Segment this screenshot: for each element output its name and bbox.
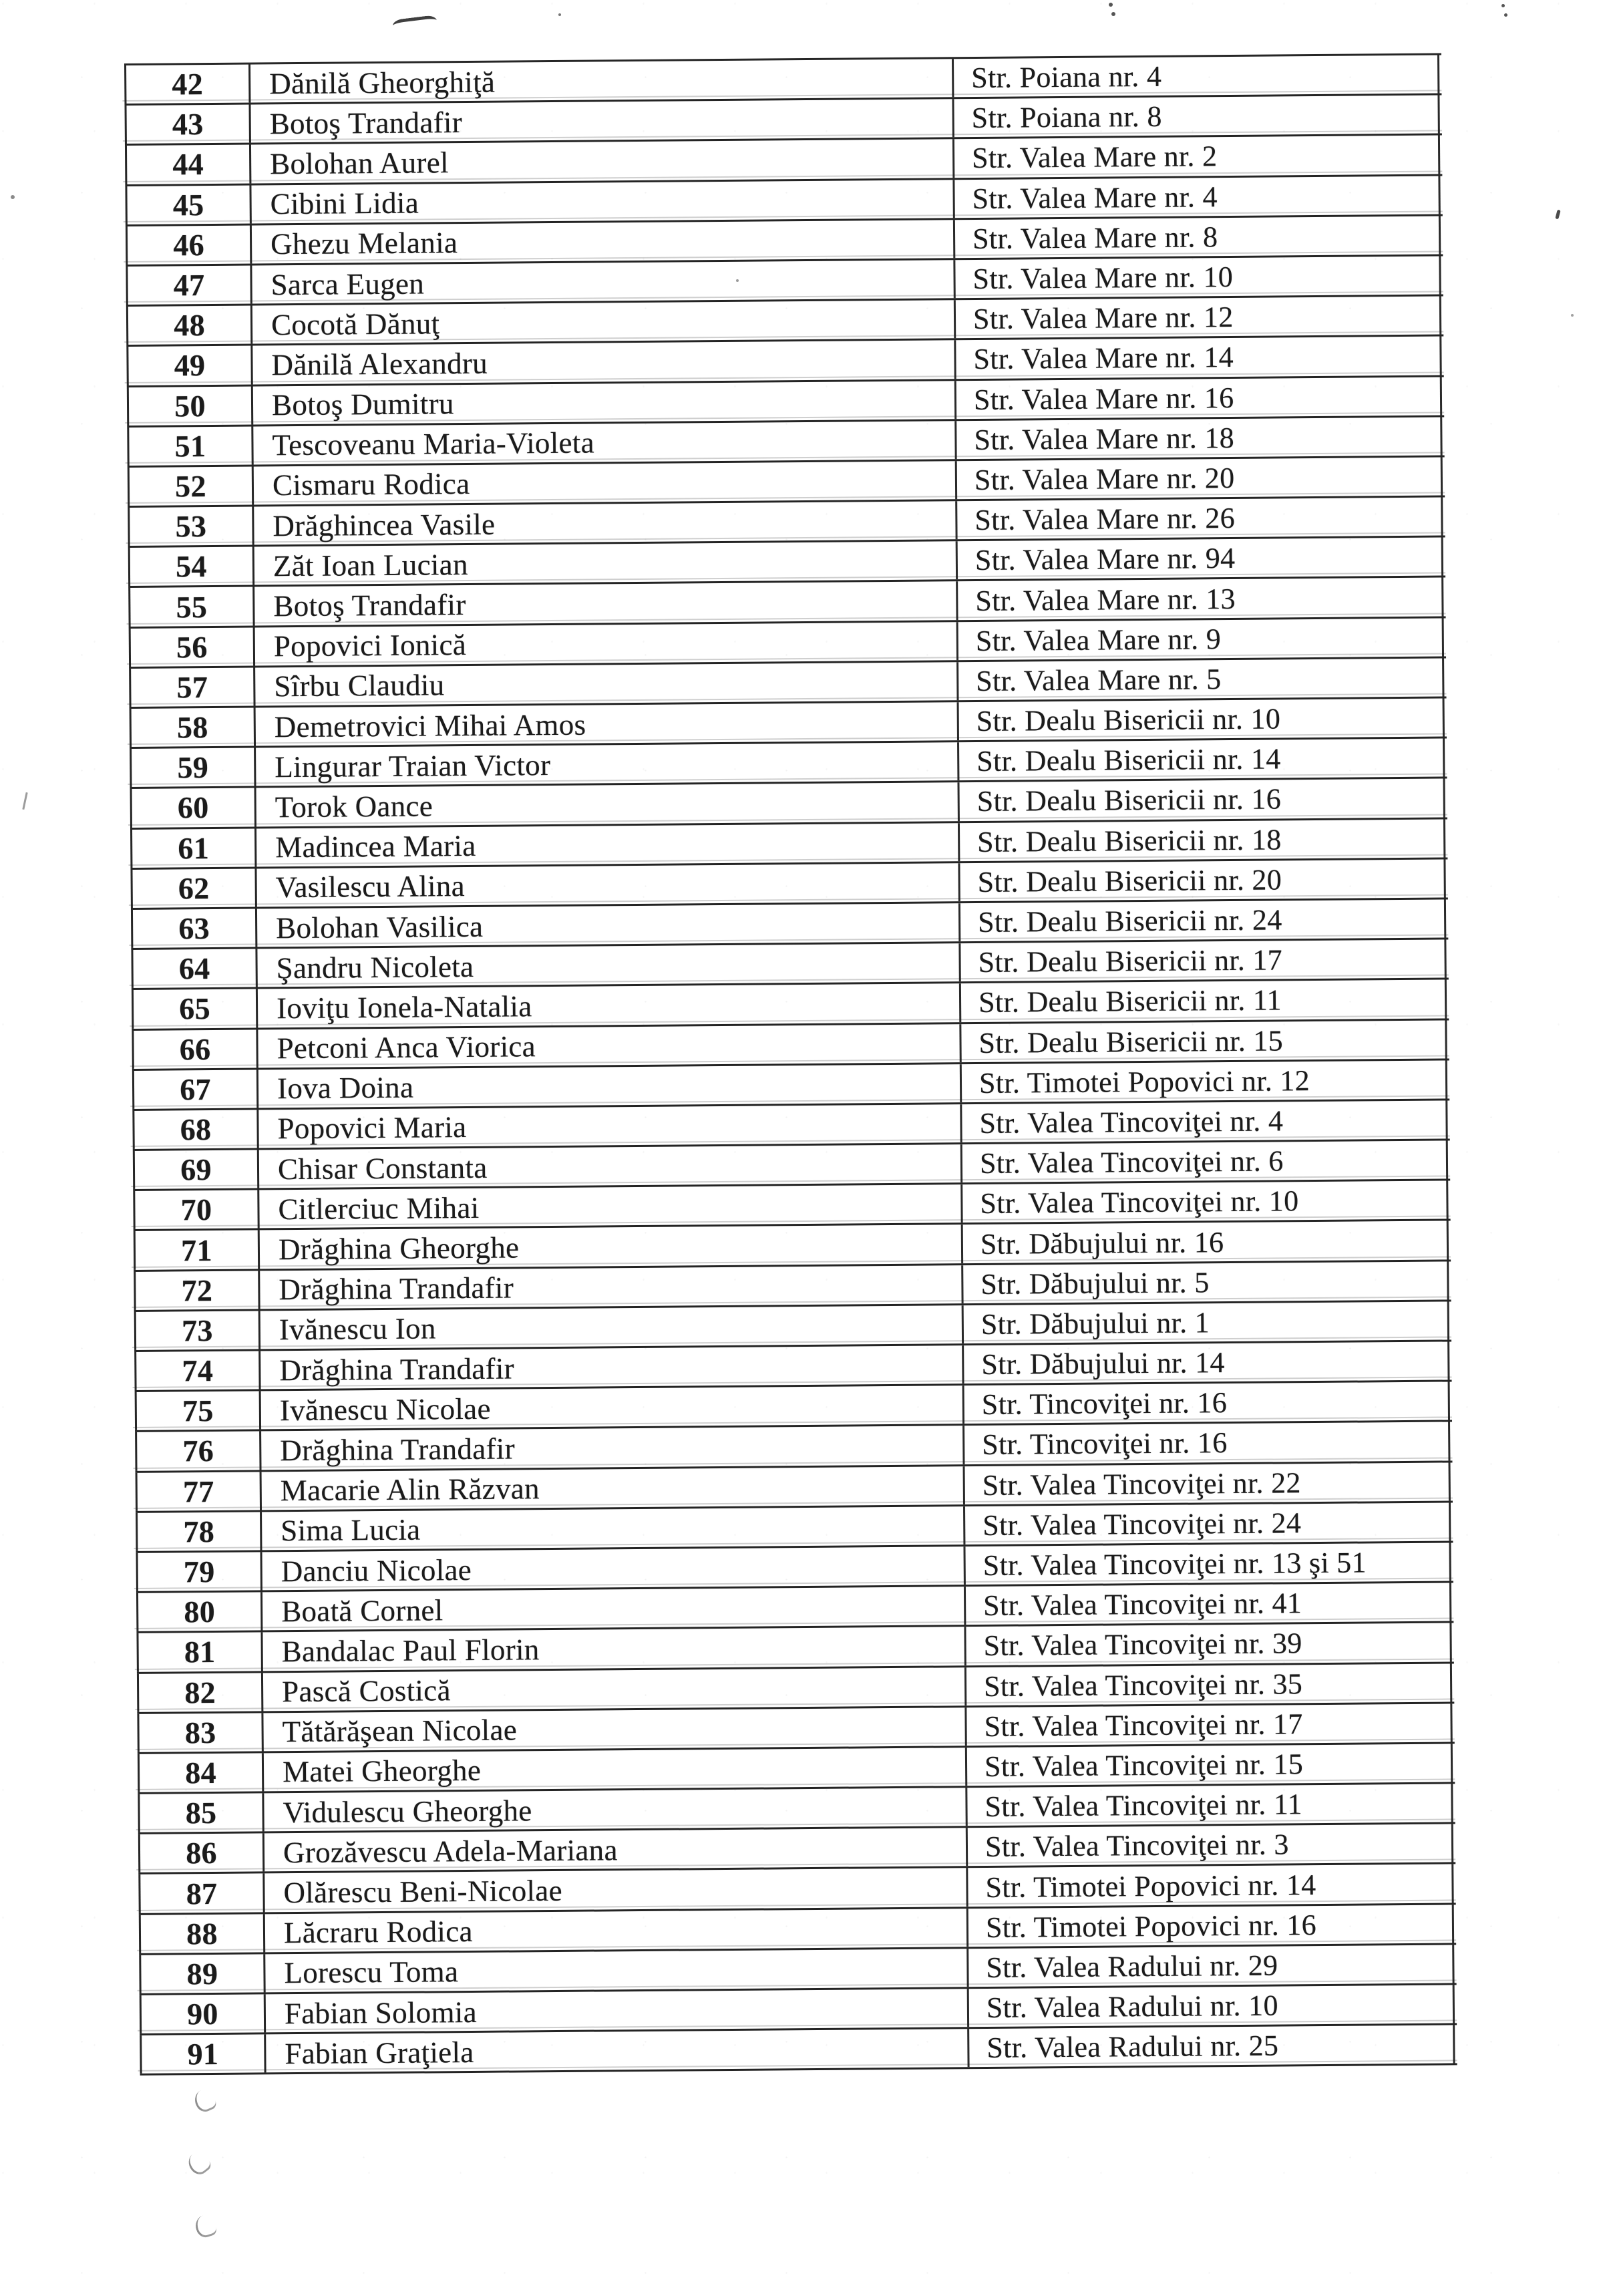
- street-address: Str. Valea Tincoviţei nr. 11: [967, 1784, 1453, 1826]
- resident-name: Pască Costică: [263, 1667, 966, 1711]
- row-number: 59: [130, 748, 256, 788]
- row-number: 57: [129, 667, 255, 707]
- street-address: Str. Valea Tincoviţei nr. 24: [965, 1502, 1451, 1544]
- scan-artifact-dot: [1501, 4, 1505, 7]
- resident-name: Fabian Graţiela: [266, 2029, 969, 2072]
- resident-name: Macarie Alin Răzvan: [262, 1466, 965, 1510]
- resident-name: Sîrbu Claudiu: [255, 662, 958, 705]
- row-number: 47: [126, 265, 252, 305]
- street-address: Str. Valea Mare nr. 2: [954, 136, 1440, 178]
- street-address: Str. Valea Tincoviţei nr. 22: [965, 1462, 1451, 1504]
- resident-name: Dănilă Gheorghiţă: [250, 59, 954, 102]
- resident-name: Demetrovici Mihai Amos: [256, 702, 959, 746]
- street-address: Str. Dealu Bisericii nr. 24: [960, 899, 1446, 941]
- resident-name: Ghezu Melania: [252, 220, 955, 263]
- street-address: Str. Valea Radului nr. 10: [969, 1985, 1455, 2027]
- resident-name: Ioviţu Ionela-Natalia: [258, 984, 961, 1027]
- row-number: 76: [135, 1432, 261, 1471]
- row-number: 89: [139, 1954, 265, 1993]
- street-address: Str. Valea Radului nr. 25: [969, 2025, 1455, 2068]
- street-address: Str. Valea Mare nr. 4: [954, 176, 1440, 218]
- resident-name: Tătărăşean Nicolae: [263, 1707, 966, 1751]
- resident-name: Sima Lucia: [262, 1506, 965, 1550]
- street-address: Str. Valea Tincoviţei nr. 6: [962, 1141, 1448, 1183]
- street-address: Str. Poiana nr. 4: [954, 55, 1439, 98]
- street-address: Str. Valea Tincoviţei nr. 15: [967, 1744, 1453, 1786]
- resident-name: Dănilă Alexandru: [252, 341, 956, 384]
- scan-artifact-squiggle: [193, 2212, 218, 2239]
- street-address: Str. Dăbujului nr. 16: [963, 1221, 1449, 1263]
- resident-name: Zăt Ioan Lucian: [254, 541, 958, 585]
- row-number: 79: [136, 1552, 262, 1591]
- street-address: Str. Valea Mare nr. 14: [956, 337, 1441, 379]
- scan-artifact-squiggle: [192, 2087, 218, 2115]
- resident-name: Popovici Maria: [258, 1104, 962, 1148]
- scan-artifact-dot: [11, 195, 15, 199]
- row-number: 91: [140, 2035, 266, 2074]
- row-number: 49: [126, 346, 252, 385]
- row-number: 86: [138, 1834, 264, 1873]
- resident-name: Drăghina Gheorghe: [260, 1225, 963, 1269]
- resident-name: Madincea Maria: [256, 823, 960, 866]
- row-number: 87: [138, 1874, 264, 1913]
- row-number: 63: [131, 909, 257, 948]
- street-address: Str. Timotei Popovici nr. 14: [968, 1864, 1453, 1907]
- resident-name: Drăghincea Vasile: [254, 501, 957, 544]
- street-address: Str. Valea Tincoviţei nr. 17: [966, 1703, 1452, 1746]
- street-address: Str. Valea Tincoviţei nr. 4: [962, 1100, 1447, 1142]
- row-number: 56: [129, 627, 255, 667]
- row-number: 44: [125, 145, 251, 184]
- row-number: 83: [137, 1713, 263, 1752]
- street-address: Str. Dealu Bisericii nr. 15: [961, 1020, 1447, 1062]
- resident-name: Lingurar Traian Victor: [256, 742, 959, 786]
- street-address: Str. Tincoviţei nr. 16: [964, 1422, 1450, 1464]
- resident-name: Lăcraru Rodica: [265, 1909, 968, 1952]
- street-address: Str. Dăbujului nr. 5: [963, 1261, 1449, 1303]
- row-number: 62: [130, 868, 256, 908]
- scan-artifact-dot: [1109, 3, 1113, 7]
- resident-name: Ivănescu Nicolae: [261, 1385, 964, 1429]
- street-address: Str. Valea Mare nr. 20: [957, 457, 1443, 499]
- row-number: 64: [131, 949, 257, 989]
- resident-name: Lorescu Toma: [265, 1949, 968, 1992]
- street-address: Str. Dealu Bisericii nr. 10: [959, 699, 1445, 741]
- resident-name: Cibini Lidia: [251, 180, 954, 223]
- street-address: Str. Valea Tincoviţei nr. 35: [966, 1663, 1452, 1705]
- row-number: 80: [136, 1593, 262, 1632]
- resident-name: Botoş Trandafir: [254, 582, 958, 625]
- row-number: 75: [135, 1391, 261, 1431]
- street-address: Str. Valea Tincoviţei nr. 10: [962, 1181, 1448, 1223]
- row-number: 68: [132, 1110, 258, 1149]
- street-address: Str. Dealu Bisericii nr. 20: [960, 859, 1445, 901]
- street-address: Str. Valea Mare nr. 16: [956, 377, 1442, 419]
- resident-name: Vidulescu Gheorghe: [264, 1788, 967, 1831]
- row-number: 65: [132, 989, 258, 1029]
- row-number: 53: [128, 507, 254, 546]
- resident-name: Fabian Solomia: [266, 1989, 969, 2032]
- resident-name: Ivănescu Ion: [260, 1305, 964, 1349]
- street-address: Str. Valea Mare nr. 94: [958, 538, 1443, 580]
- row-number: 90: [140, 1994, 266, 2033]
- street-address: Str. Poiana nr. 8: [954, 96, 1439, 138]
- row-number: 54: [128, 547, 254, 587]
- street-address: Str. Valea Tincoviţei nr. 39: [966, 1623, 1451, 1665]
- resident-name: Drăghina Trandafir: [261, 1426, 964, 1470]
- resident-name: Şandru Nicoleta: [257, 943, 960, 987]
- scan-artifact-dot: [558, 13, 561, 16]
- scan-artifact-dot: [1571, 314, 1574, 317]
- street-address: Str. Timotei Popovici nr. 12: [962, 1060, 1447, 1102]
- street-address: Str. Valea Mare nr. 8: [955, 216, 1441, 258]
- row-number: 61: [130, 828, 256, 868]
- resident-name: Citlerciuc Mihai: [259, 1184, 962, 1228]
- row-number: 74: [134, 1351, 260, 1390]
- street-address: Str. Valea Mare nr. 5: [958, 658, 1444, 700]
- row-number: 55: [128, 587, 254, 627]
- street-address: Str. Valea Mare nr. 9: [958, 618, 1444, 660]
- scan-artifact-mark: [1555, 210, 1560, 220]
- street-address: Str. Valea Tincoviţei nr. 3: [968, 1824, 1453, 1866]
- row-number: 73: [134, 1311, 260, 1350]
- street-address: Str. Dăbujului nr. 14: [964, 1341, 1449, 1383]
- resident-name: Iova Doina: [258, 1064, 962, 1108]
- resident-name: Chisar Constanta: [259, 1144, 962, 1188]
- street-address: Str. Dealu Bisericii nr. 16: [959, 779, 1445, 821]
- row-number: 50: [127, 386, 253, 426]
- row-number: 45: [125, 185, 251, 224]
- row-number: 60: [130, 788, 256, 828]
- row-number: 82: [137, 1673, 263, 1712]
- resident-name: Matei Gheorghe: [264, 1748, 967, 1791]
- row-number: 71: [134, 1231, 260, 1270]
- resident-name: Sarca Eugen: [252, 260, 955, 303]
- resident-name: Olărescu Beni-Nicolae: [264, 1868, 968, 1912]
- resident-name: Danciu Nicolae: [262, 1546, 966, 1590]
- row-number: 42: [124, 65, 250, 104]
- row-number: 85: [138, 1793, 264, 1832]
- row-number: 52: [128, 466, 254, 506]
- resident-name: Bandalac Paul Florin: [262, 1627, 966, 1670]
- row-number: 81: [136, 1633, 262, 1672]
- resident-name: Bolohan Vasilica: [257, 903, 960, 947]
- scan-artifact-dash: [392, 15, 437, 31]
- row-number: 67: [132, 1070, 258, 1109]
- row-number: 51: [127, 426, 253, 466]
- resident-name: Drăghina Trandafir: [260, 1345, 964, 1389]
- street-address: Str. Dealu Bisericii nr. 17: [960, 940, 1446, 982]
- street-address: Str. Valea Mare nr. 10: [955, 256, 1441, 298]
- resident-name: Torok Oance: [256, 783, 960, 826]
- street-address: Str. Valea Mare nr. 12: [956, 297, 1441, 339]
- resident-name: Boată Cornel: [262, 1587, 966, 1630]
- row-number: 48: [126, 306, 252, 345]
- street-address: Str. Tincoviţei nr. 16: [964, 1382, 1450, 1424]
- residents-table: [124, 53, 1457, 2076]
- row-number: 77: [136, 1472, 262, 1511]
- street-address: Str. Timotei Popovici nr. 16: [968, 1905, 1454, 1947]
- resident-name: Botoş Trandafir: [250, 99, 954, 142]
- scan-artifact-mark: [22, 792, 27, 810]
- resident-name: Popovici Ionică: [255, 622, 958, 665]
- resident-name: Tescoveanu Maria-Violeta: [253, 421, 956, 464]
- resident-name: Vasilescu Alina: [256, 863, 960, 907]
- street-address: Str. Valea Radului nr. 29: [968, 1945, 1454, 1987]
- row-number: 43: [124, 105, 250, 144]
- row-number: 88: [139, 1914, 265, 1953]
- row-number: 69: [133, 1150, 259, 1190]
- resident-name: Cocotă Dănuţ: [252, 300, 956, 343]
- row-number: 70: [133, 1190, 259, 1230]
- row-number: 58: [130, 707, 256, 747]
- street-address: Str. Valea Tincoviţei nr. 13 şi 51: [965, 1542, 1451, 1585]
- scan-artifact-dot: [1111, 12, 1115, 16]
- row-number: 84: [138, 1753, 264, 1792]
- resident-name: Drăghina Trandafir: [260, 1265, 963, 1309]
- street-address: Str. Valea Mare nr. 18: [956, 417, 1442, 459]
- resident-name: Grozăvescu Adela-Mariana: [264, 1828, 968, 1871]
- street-address: Str. Dealu Bisericii nr. 14: [959, 739, 1445, 781]
- resident-name: Cismaru Rodica: [254, 461, 957, 504]
- resident-name: Botoş Dumitru: [253, 381, 956, 424]
- resident-name: Bolohan Aurel: [251, 140, 954, 183]
- street-address: Str. Valea Tincoviţei nr. 41: [966, 1583, 1451, 1625]
- scan-artifact-squiggle: [184, 2149, 213, 2178]
- row-number: 78: [136, 1512, 262, 1551]
- street-address: Str. Dăbujului nr. 1: [964, 1301, 1449, 1343]
- street-address: Str. Dealu Bisericii nr. 18: [960, 819, 1445, 861]
- street-address: Str. Valea Mare nr. 26: [957, 498, 1443, 540]
- row-number: 72: [134, 1271, 260, 1310]
- resident-name: Petconi Anca Viorica: [258, 1024, 961, 1068]
- row-number: 66: [132, 1029, 258, 1069]
- street-address: Str. Dealu Bisericii nr. 11: [961, 980, 1447, 1022]
- row-number: 46: [126, 225, 252, 265]
- scan-artifact-dot: [1504, 13, 1507, 17]
- street-address: Str. Valea Mare nr. 13: [958, 578, 1443, 620]
